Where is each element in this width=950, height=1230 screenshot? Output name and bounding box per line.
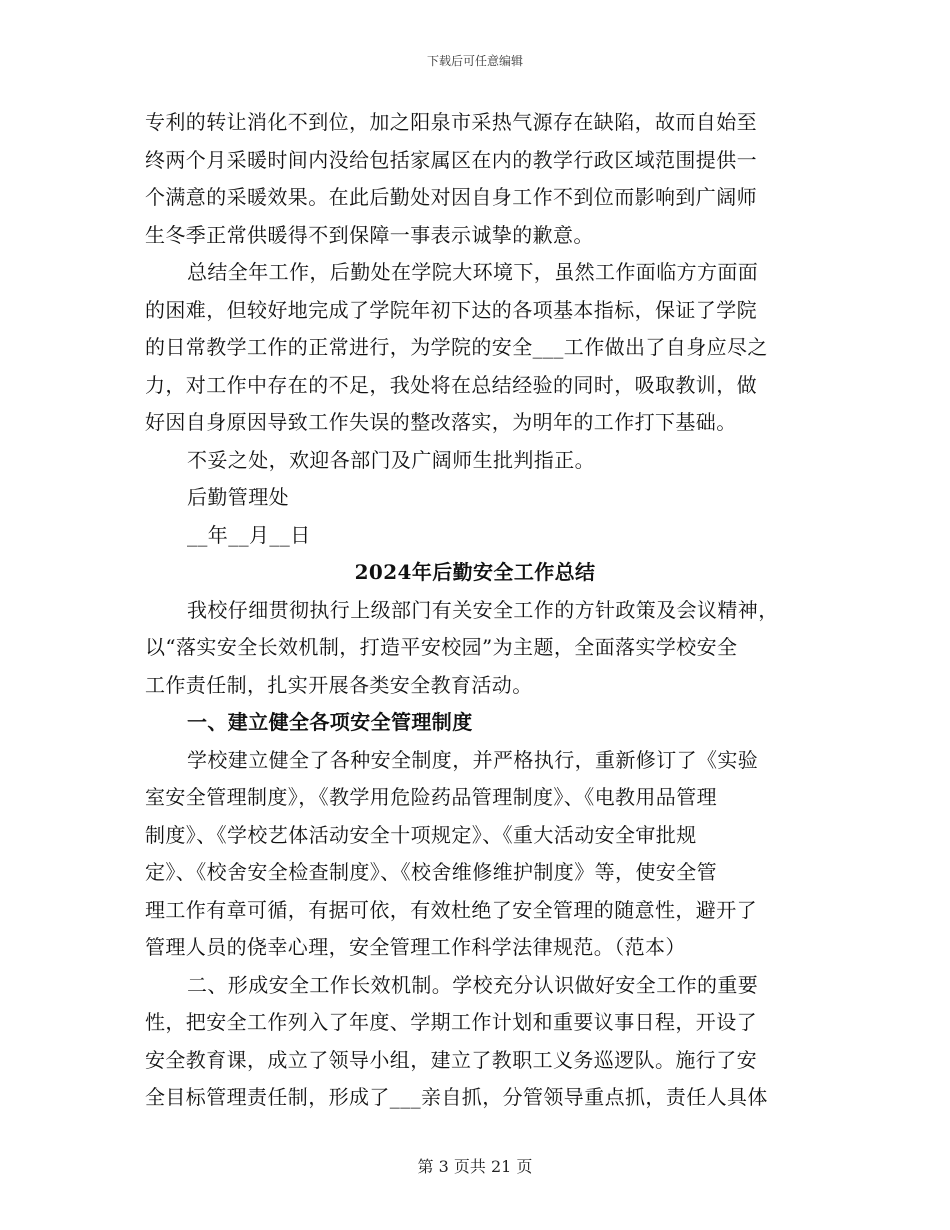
text-line: 室安全管理制度》，《教学用危险药品管理制度》、《电教用品管理 xyxy=(145,785,717,809)
text-line: 制度》、《学校艺体活动安全十项规定》、《重大活动安全审批规 xyxy=(145,822,697,847)
text-line: 学校建立健全了各种安全制度，并严格执行，重新修订了《实验 xyxy=(187,747,759,772)
text-line: 终两个月采暖时间内没给包括家属区在内的教学行政区域范围提供一 xyxy=(145,147,757,172)
text-line: 个满意的采暖效果。在此后勤处对因自身工作不到位而影响到广阔师 xyxy=(145,185,757,209)
text-line: 不妥之处，欢迎各部门及广阔师生批判指正。 xyxy=(187,447,595,472)
text-line: 全目标管理责任制，形成了___亲自抓，分管领导重点抓，责任人具体 xyxy=(145,1085,768,1109)
text-line: 管理人员的侥幸心理，安全管理工作科学法律规范。（范本） xyxy=(145,935,686,959)
text-line: 我校仔细贯彻执行上级部门有关安全工作的方针政策及会议精神， xyxy=(187,597,779,622)
text-line: 后勤管理处 xyxy=(187,485,289,509)
text-line: 力，对工作中存在的不足，我处将在总结经验的同时，吸取教训，做 xyxy=(145,372,757,397)
text-line: 生冬季正常供暖得不到保障一事表示诚挚的歉意。 xyxy=(145,222,594,247)
section-title: 2024年后勤安全工作总结 xyxy=(354,560,596,584)
section-heading: 一、建立健全各项安全管理制度 xyxy=(187,710,473,734)
text-line: 性，把安全工作列入了年度、学期工作计划和重要议事日程，开设了 xyxy=(145,1010,757,1034)
text-line: 专利的转让消化不到位，加之阳泉市采热气源存在缺陷，故而自始至 xyxy=(145,110,757,134)
document-body xyxy=(145,104,805,1117)
text-line: 的困难，但较好地完成了学院年初下达的各项基本指标，保证了学院 xyxy=(145,297,757,322)
text-line: 以“落实安全长效机制，打造平安校园”为主题，全面落实学校安全 xyxy=(145,635,738,659)
page-header: 下载后可任意编辑 xyxy=(426,54,523,68)
text-line: 工作责任制，扎实开展各类安全教育活动。 xyxy=(145,672,533,697)
text-line: 理工作有章可循，有据可依，有效杜绝了安全管理的随意性，避开了 xyxy=(145,897,757,922)
page-footer: 第 3 页共 21 页 xyxy=(417,1157,533,1176)
text-line: 的日常教学工作的正常进行，为学院的安全___工作做出了自身应尽之 xyxy=(145,335,768,359)
text-line: 二、形成安全工作长效机制。学校充分认识做好安全工作的重要 xyxy=(187,972,759,997)
text-line: 好因自身原因导致工作失误的整改落实，为明年的工作打下基础。 xyxy=(145,410,737,434)
text-line: 总结全年工作，后勤处在学院大环境下，虽然工作面临方方面面 xyxy=(187,260,759,284)
text-line: __年__月__日 xyxy=(187,522,311,547)
text-line: 定》、《校舍安全检查制度》、《校舍维修维护制度》等，使安全管 xyxy=(145,860,717,884)
text-line: 安全教育课，成立了领导小组，建立了教职工义务巡逻队。施行了安 xyxy=(145,1047,757,1072)
